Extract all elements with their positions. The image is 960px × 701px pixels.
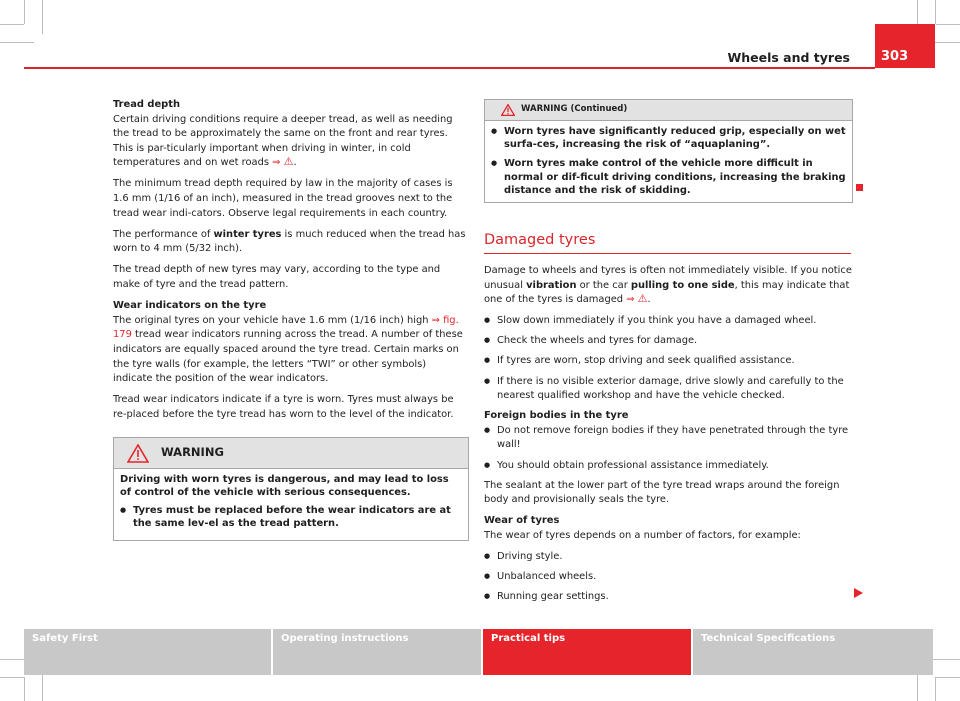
list-item [484,590,854,605]
warning-box [113,437,469,541]
foreign-bodies-heading: Foreign bodies in the tyre [484,410,629,422]
bold-text: pulling to one side [630,279,735,291]
tread-depth-heading: Tread depth [113,99,180,110]
crop-mark [24,677,25,701]
cross-reference-link[interactable]: ⇒ [272,157,281,169]
text: is much reduced when the tread has worn to 4 mm (5/32 inch). [113,228,466,255]
bullet-dot [484,570,497,585]
bullet-text: Running gear settings. [497,591,609,603]
warning-body [114,469,468,540]
list-item [484,375,854,404]
bullet-text: Worn tyres have significantly reduced grip, especially on wet surfa-ces, increasing the risk of “aquaplaning”. [504,126,846,151]
warning-triangle-icon [501,104,515,116]
warning-triangle-icon [127,444,149,463]
running-header-title: Wheels and tyres [727,50,850,65]
paragraph [113,228,467,257]
cross-reference-link[interactable]: ⇒ [626,294,635,306]
crop-mark [0,677,24,678]
bullet-dot [484,334,497,349]
footer-tab-operating-instructions[interactable]: Operating instructions [273,629,481,675]
paragraph: The minimum tread depth required by law in the majority of cases is 1.6 mm (1/16 of an inch), measured in the tread grooves next to the tread wear indi-cators. Observe legal requirements in each country. [113,178,453,219]
bold-text: winter tyres [213,228,282,240]
list-item [484,550,854,565]
bullet-text: Worn tyres make control of the vehicle more difficult in normal or dif-ficult driving conditions, increasing the braking distance and the risk of skidding. [504,158,846,197]
bullet-text: You should obtain professional assistance immediately. [497,459,769,471]
crop-mark [0,24,24,25]
warning-continued-box [484,99,853,203]
text: The performance of [113,228,214,240]
bullet-dot [484,550,497,565]
paragraph: Tread wear indicators indicate if a tyre is worn. Tyres must always be re-placed before the tyre tread has worn to the level of the indicator. [113,394,454,420]
warning-title: WARNING [161,445,224,460]
text: Certain driving conditions require a deeper tread, as well as needing the tread to be approximately the same on the front and rear tyres. This is par-ticularly important when driving in winter, in cold temperatures and on wet roads [113,113,453,169]
paragraph: The tread depth of new tyres may vary, according to the type and make of tyre and the tread pattern. [113,264,441,291]
warning-body [485,121,852,202]
crop-mark [0,42,34,43]
crop-mark [936,677,960,678]
bullet-dot [491,125,504,152]
bullet-text: Do not remove foreign bodies if they have penetrated through the tyre wall! [497,424,849,451]
warning-triangle-icon[interactable]: ⚠ [637,292,648,306]
warning-bullet [120,504,462,531]
paragraph: Damage to wheels and tyres is often not immediately visible. If you notice unusual vibration or the car pulling to one side, this may indicate that one of the tyres is damaged ⇒ ⚠. [484,265,852,306]
warning-text: Driving with worn tyres is dangerous, and may lead to loss of control of the vehicle with serious consequences. [120,474,449,499]
figure-reference-link[interactable]: ⇒ fig. 179 [113,314,459,341]
warning-header [485,100,852,121]
warning-bullet [491,157,846,197]
left-column [113,98,467,429]
text: The original tyres on your vehicle have 1.6 mm (1/16 inch) high [113,314,432,326]
bullet-dot [484,459,497,474]
bullet-dot [484,375,497,404]
footer-tab-technical-specifications[interactable]: Technical Specifications [693,629,933,675]
warning-header [114,438,468,469]
paragraph [113,314,467,387]
bullet-text: Driving style. [497,551,563,562]
right-column [484,264,854,610]
warning-triangle-icon[interactable]: ⚠ [283,155,294,169]
warning-title: WARNING (Continued) [521,104,628,115]
crop-mark [936,24,960,25]
paragraph: The wear of tyres depends on a number of factors, for example: [484,529,801,541]
footer-tab-safety-first[interactable]: Safety First [24,629,271,675]
text: tread wear indicators running across the tread. A number of these indicators are equally spaced around the tyre tread. Certain marks on the tyre walls (for example, the letters “TWI” or other symbols) indicate the position of the wear indicators. [113,329,463,385]
paragraph: The sealant at the lower part of the tyre tread wraps around the foreign body and provisionally seals the tyre. [484,479,840,506]
bold-text: vibration [526,279,577,291]
bullet-text: Slow down immediately if you think you have a damaged wheel. [497,315,817,327]
text: or the car [576,279,631,291]
crop-mark [935,677,936,701]
page-number: 303 [875,24,935,68]
list-item [484,314,854,329]
text: , this may indicate that one of the tyres is damaged [484,279,850,306]
footer-tab-practical-tips[interactable]: Practical tips [483,629,691,675]
continue-arrow-icon [854,588,863,598]
crop-mark [935,0,936,24]
wear-indicators-heading: Wear indicators on the tyre [113,300,267,312]
section-end-marker [856,184,863,191]
bullet-dot [120,504,133,531]
damaged-tyres-heading: Damaged tyres [484,232,851,254]
bullet-text: Check the wheels and tyres for damage. [497,335,698,347]
list-item [484,334,854,349]
footer-nav [24,629,933,675]
bullet-dot [484,590,497,605]
bullet-dot [484,314,497,329]
bullet-text: Unbalanced wheels. [497,571,597,583]
text: Damage to wheels and tyres is often not immediately visible. If you notice unusual [484,265,852,291]
bullet-dot [484,424,497,453]
wear-of-tyres-heading: Wear of tyres [484,515,560,527]
list-item [484,570,854,585]
bullet-text: Tyres must be replaced before the wear indicators are at the same lev-el as the tread pattern. [133,504,451,530]
crop-mark [24,0,25,24]
bullet-dot [484,354,497,369]
header-rule [24,67,875,69]
list-item [484,354,854,369]
bullet-dot [491,157,504,197]
list-item [484,459,854,474]
bullet-text: If there is no visible exterior damage, drive slowly and carefully to the nearest qualified workshop and have the vehicle checked. [497,375,844,402]
warning-bullet [491,125,846,152]
crop-mark [42,0,43,34]
list-item [484,424,854,453]
paragraph: Certain driving conditions require a deeper tread, as well as needing the tread to be approximately the same on the front and rear tyres. This is par-ticularly important when driving in winter, in cold temperatures and on wet roads ⇒ ⚠. [113,113,453,169]
bullet-text: If tyres are worn, stop driving and seek qualified assistance. [497,355,795,367]
